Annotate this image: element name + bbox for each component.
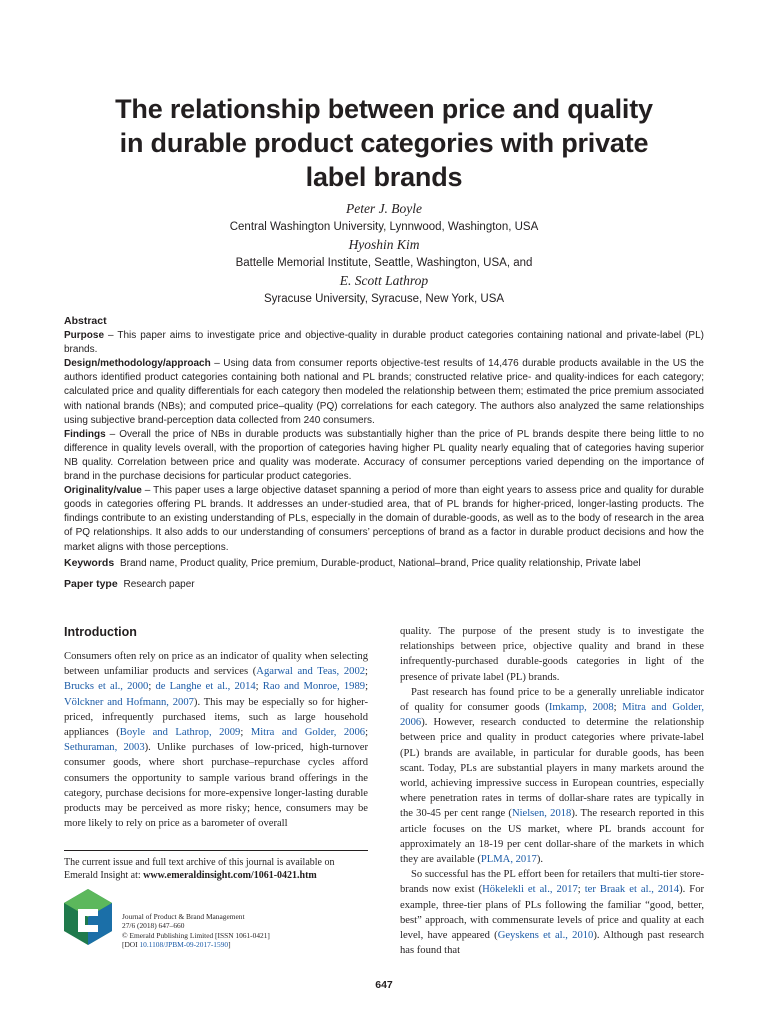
abstract-heading: Abstract: [64, 315, 107, 327]
section-heading: Introduction: [64, 625, 137, 639]
body-text: ;: [148, 681, 156, 693]
body-text: ;: [365, 681, 369, 693]
abstract: [64, 314, 704, 555]
title-line: The relationship between price and quality: [115, 94, 653, 124]
archive-text: The current issue and full text archive of this journal is available on: [64, 857, 335, 868]
doi-prefix: [DOI: [122, 940, 140, 950]
left-column: [64, 624, 368, 831]
title-line: in durable product categories with private: [119, 128, 649, 158]
citation-link[interactable]: de Langhe et al., 2014: [155, 681, 256, 693]
citation-link[interactable]: Völckner and Hofmann, 2007: [64, 696, 194, 708]
keywords-text: Brand name, Product quality, Price premium, Durable-product, National–brand, Price quality relationship, Private label: [119, 558, 641, 569]
abstract-text: – This paper aims to investigate price and objective-quality in durable product categories containing national and private-label (PL) brands.: [64, 330, 704, 356]
body-text: ). The research reported in this article focuses on the US market, where PL brands account for approximately an 18-19 per cent dollar-share of the markets in which they are available (: [400, 808, 704, 866]
author-affiliation: Syracuse University, Syracuse, New York, USA: [263, 293, 505, 305]
body-text: ). However, research conducted to determine the relationship between price and quality in product categories where private-label (PL) brands are available, in particular for durable goods, has been scant. Today, PLs are substantial players in many markets around the world, achieving impressive success in European countries, especially where penetration rates in terms of dollar-share rates are typically in the 30-45 per cent range (: [400, 717, 704, 820]
abstract-text: – This paper uses a large objective dataset spanning a period of more than eight years to assess price and quality for durable goods in categories offering PL brands. It addresses an under-studied area, that of PL brands for higher-priced, longer-lasting products. The findings contribute to an existing understanding of PLs, especially in the domain of durable-goods, as well as to the body of research in the area of PQ relationships. It also adds to our understanding of consumers’ perceptions of brand as a factor in durable product decisions and how the market aligns with those perceptions.: [64, 485, 704, 553]
body-text: Past research has found price to be a generally unreliable indicator of quality for consumer goods (: [400, 686, 704, 714]
body-text: ;: [365, 727, 369, 739]
page-number: 647: [375, 979, 393, 991]
citation-link[interactable]: Nielsen, 2018: [511, 808, 572, 820]
body-paragraph: [400, 867, 704, 958]
journal-doi: [122, 940, 270, 949]
body-paragraph: quality. The purpose of the present study is to investigate the relationships between price, objective quality and brand in these infrequently-purchased durable-goods categories in light of the presence of private label (PL) brands.: [400, 626, 704, 683]
author-name: E. Scott Lathrop: [339, 273, 429, 288]
citation-link[interactable]: Mitra and Golder, 2006: [250, 727, 366, 739]
footnote-divider: [64, 850, 368, 851]
body-text: ). This may be especially so for higher-priced, infrequently purchased items, such as large household appliances (: [64, 696, 368, 739]
abstract-text: – Overall the price of NBs in durable products was substantially higher than the price of PL brands despite there being little to no difference in quality levels overall, with the proportion of categories having higher PL quality nearly equaling that of categories having superior NB quality. Correlation between price and quality was moderate. Accuracy of consumer perceptions varied depending on the importance of brand in the purchase decisions for particular product categories.: [64, 428, 704, 483]
paper-type-text: Research paper: [123, 579, 195, 590]
abstract-text: – Using data from consumer reports objective-test results of 14,476 durable products available in the US the authors identified product categories containing both national and PL brands; constructed relative price- and quality-indices for each category; calculated price and quality differentials for each category then modeled the relationship between them; estimated the price premium associated with national brands (NBs); and computed price–quality (PQ) correlations for each category. The authors also analyzed the same relationships using subjective brand-perception data collected from 240 consumers.: [64, 358, 704, 426]
right-column: [400, 624, 704, 958]
paper-type: [64, 578, 724, 590]
citation-link[interactable]: Agarwal and Teas, 2002: [256, 666, 366, 678]
citation-link[interactable]: Brucks et al., 2000: [64, 681, 149, 693]
keywords: [64, 557, 724, 569]
journal-issue: 27/6 (2018) 647–660: [122, 921, 185, 931]
doi-suffix: ]: [228, 940, 231, 950]
body-paragraph: [400, 685, 704, 867]
citation-link[interactable]: Geyskens et al., 2010: [497, 930, 594, 942]
abstract-label: Originality/value: [64, 485, 142, 497]
body-text: ). Unlike purchases of low-priced, high-turnover consumer goods, where short purchase–repurchase cycles afford consumers the opportunity to sample various brand offerings in the category, purchase decisions for more-expensive longer-lasting durable products may be perceived as more risky; hence, consumers may be more likely to rely on price as a barometer of overall: [64, 742, 368, 830]
citation-link[interactable]: Boyle and Lathrop, 2009: [119, 727, 241, 739]
citation-link[interactable]: Sethuraman, 2003: [64, 742, 145, 754]
author-name: Peter J. Boyle: [345, 201, 423, 216]
citation-link[interactable]: Rao and Monroe, 1989: [262, 681, 366, 693]
body-text: ;: [255, 681, 263, 693]
abstract-label: Findings: [64, 428, 106, 440]
abstract-label: Purpose: [64, 330, 105, 342]
citation-link[interactable]: Imkamp, 2008: [548, 702, 614, 714]
body-text: Consumers often rely on price as an indicator of quality when selecting between unfamiliar products and services (: [64, 651, 368, 678]
abstract-purpose: [64, 329, 704, 357]
author-affiliation: Battelle Memorial Institute, Seattle, Washington, USA, and: [235, 257, 533, 269]
abstract-label: Design/methodology/approach: [64, 358, 211, 370]
citation-link[interactable]: PLMA, 2017: [480, 854, 537, 866]
journal-copyright: © Emerald Publishing Limited [ISSN 1061-0421]: [122, 930, 270, 940]
journal-info: [122, 912, 270, 950]
author-name: Hyoshin Kim: [348, 237, 420, 252]
emerald-logo-icon: [64, 889, 112, 945]
archive-line: [64, 869, 368, 882]
abstract-design: [64, 357, 704, 427]
body-text: So successful has the PL effort been for retailers that multi-tier store-brands now exist (: [400, 869, 704, 896]
archive-text: Emerald Insight at:: [64, 870, 144, 881]
title-line: label brands: [305, 162, 463, 192]
citation-link[interactable]: Hökelekli et al., 2017: [482, 884, 578, 896]
abstract-originality: [64, 484, 704, 554]
body-text: ). Although past research has found that: [400, 930, 704, 957]
abstract-findings: [64, 428, 704, 484]
keywords-label: Keywords: [64, 557, 115, 569]
citation-link[interactable]: Mitra and Golder, 2006: [400, 702, 704, 729]
paper-type-label: Paper type: [64, 578, 118, 590]
intro-paragraph: [64, 649, 368, 831]
body-text: ).: [536, 854, 543, 866]
header-block: [0, 92, 768, 308]
body-text: ;: [240, 727, 251, 739]
doi-link[interactable]: 10.1108/JPBM-09-2017-1590: [139, 940, 229, 950]
archive-note: [64, 856, 368, 882]
body-text: ;: [577, 884, 585, 896]
author-affiliation: Central Washington University, Lynnwood, Washington, USA: [229, 221, 539, 233]
paper-title: [64, 92, 704, 194]
body-text: ;: [613, 702, 623, 714]
body-text: ;: [365, 666, 368, 678]
body-text: ). For example, three-tier plans of PLs following the familiar “good, better, best” approach, with commensurate levels of price and quality at each level, have appeared (: [400, 884, 705, 942]
citation-link[interactable]: ter Braak et al., 2014: [584, 884, 680, 896]
archive-url[interactable]: www.emeraldinsight.com/1061-0421.htm: [143, 870, 317, 881]
journal-name: Journal of Product & Brand Management: [122, 912, 245, 921]
